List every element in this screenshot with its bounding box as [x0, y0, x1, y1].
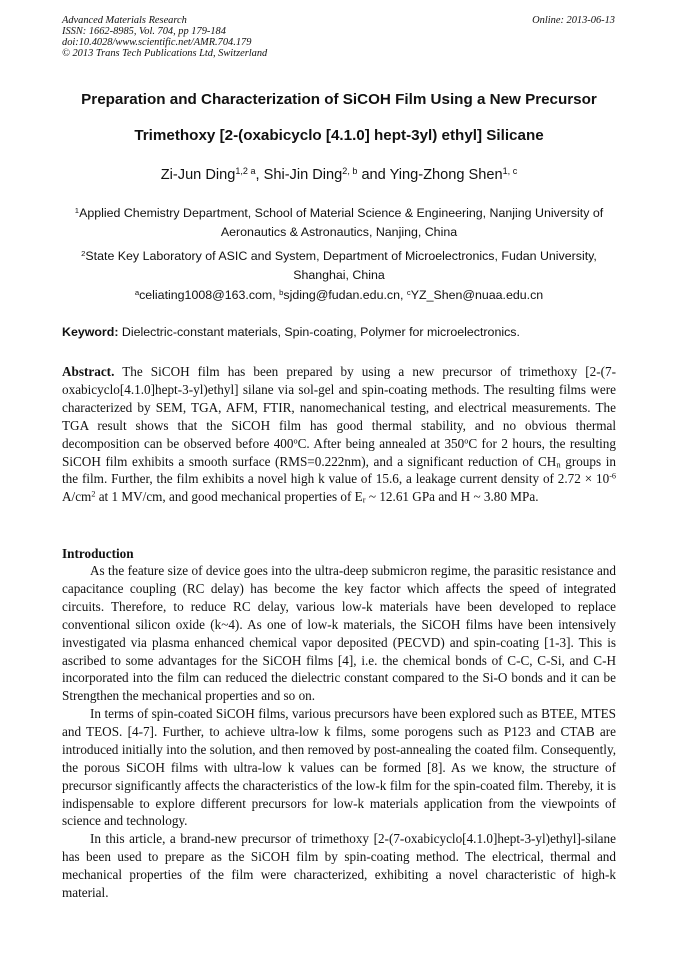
author-2: Shi-Jin Ding	[263, 167, 343, 183]
affiliation-1-text: Applied Chemistry Department, School of Material Science & Engineering, Nanjing University of Aeronautics & Astronautics, Nanjing, China	[79, 206, 604, 239]
paper-title-line-1: Preparation and Characterization of SiCOH Film Using a New Precursor	[81, 91, 597, 108]
email-list	[62, 288, 616, 302]
affiliation-1-marker: 1	[74, 205, 80, 215]
abstract-text: A/cm	[62, 489, 92, 505]
paragraph-text: In this article, a brand-new precursor of trimethoxy [2-(7-oxabicyclo[4.1.0]hept-3-yl)ethyl]-silane has been used to prepare as the SiCOH film by spin-coating method. The electrical, thermal and mechanical properties of the film were characterized, exhibiting a novel characteristic of high-k material.	[62, 831, 616, 900]
email-c-marker: c	[406, 287, 411, 297]
abstract-text: groups in the film. Further, the film exhibits a novel high k value of 15.6, a leakage current density of 2.72 × 10	[62, 453, 616, 487]
intro-paragraph-1	[62, 562, 616, 705]
email-b-marker: b	[279, 287, 284, 297]
abstract-text: C for 2 hours, the resulting SiCOH film exhibits a smooth surface (RMS=0.222nm), and a significant reduction of CH	[62, 435, 616, 469]
journal-header	[62, 15, 267, 59]
issn-line: ISSN: 1662-8985, Vol. 704, pp 179-184	[62, 26, 226, 37]
subscript-r: r	[362, 495, 366, 506]
email-a[interactable]: celiating1008@163.com,	[139, 288, 280, 302]
keywords	[62, 325, 616, 339]
author-3-affil: 1, c	[502, 166, 518, 177]
affiliation-1	[62, 204, 616, 242]
paragraph-text: In terms of spin-coated SiCOH films, various precursors have been explored such as BTEE, MTES and TEOS. [4-7]. Further, to achieve ultra-low k films, some porogens such as P123 and CTAB are introduced initially into the solution, and then removed by post-annealing the coated film. Consequently, the porous SiCOH films with ultra-low k values can be formed [8]. As we know, the structure of precursor significantly affects the characteristics of the low-k film for the spin-coated film. Thereby, it is indispensable to explore different precursors for low-k materials application from the viewpoints of science and technology.	[62, 706, 616, 829]
affiliation-2-marker: 2	[81, 248, 86, 258]
email-c[interactable]: YZ_Shen@nuaa.edu.cn	[410, 288, 544, 302]
affiliation-2-text: State Key Laboratory of ASIC and System, Department of Microelectronics, Fudan University, Shanghai, China	[85, 249, 597, 282]
abstract-text: at 1 MV/cm, and good mechanical properties of E	[95, 489, 363, 505]
intro-paragraph-2	[62, 705, 616, 830]
author-3: Ying-Zhong Shen	[389, 167, 503, 183]
exponent: 2	[91, 489, 96, 499]
intro-paragraph-3	[62, 830, 616, 902]
author-separator: and	[357, 167, 390, 183]
paragraph-text: As the feature size of device goes into the ultra-deep submicron regime, the parasitic resistance and capacitance coupling (RC delay) has become the key factor which affects the speed of integrated circuits. Therefore, to reduce RC delay, various low-k materials have been developed to replace conventional silicon oxide (k~4). As one of low-k materials, the SiCOH films have been intensively investigated via plasma enhanced chemical vapor deposited (PECVD) and spin-coating [1-3]. This is ascribed to some advantages for the SiCOH films [4], i.e. the chemical bonds of C-C, C-Si, and C-H incorporated into the film can reduced the dielectric constant compared to the Si-O bonds and it can be Strengthen the mechanical properties and so on.	[62, 563, 616, 704]
section-heading-introduction: Introduction	[62, 546, 134, 561]
author-2-affil: 2, b	[342, 166, 358, 177]
online-date: Online: 2013-06-13	[532, 15, 615, 26]
exponent: -6	[609, 471, 616, 481]
email-a-marker: a	[134, 287, 140, 297]
email-b[interactable]: sjding@fudan.edu.cn,	[283, 288, 407, 302]
degree-mark: o	[464, 436, 469, 446]
copyright-line: © 2013 Trans Tech Publications Ltd, Switzerland	[62, 48, 268, 59]
paper-title-line-2: Trimethoxy [2-(oxabicyclo [4.1.0] hept-3yl) ethyl] Silicane	[134, 127, 544, 144]
abstract-text: ~ 12.61 GPa and H ~ 3.80 MPa.	[365, 489, 539, 505]
degree-mark: o	[293, 436, 298, 446]
author-1-affil: 1,2 a	[235, 166, 256, 177]
affiliation-2	[62, 247, 616, 285]
keyword-label: Keyword:	[62, 325, 119, 339]
author-separator: ,	[255, 167, 264, 183]
journal-name: Advanced Materials Research	[62, 15, 187, 26]
doi-line: doi:10.4028/www.scientific.net/AMR.704.179	[62, 37, 252, 48]
abstract-text: C. After being annealed at 350	[297, 435, 465, 451]
abstract	[62, 363, 616, 506]
author-1: Zi-Jun Ding	[160, 167, 236, 183]
author-list	[40, 167, 638, 183]
abstract-label: Abstract.	[62, 364, 115, 379]
abstract-text: The SiCOH film has been prepared by using a new precursor of trimethoxy [2-(7-oxabicyclo[4.1.0]hept-3-yl)ethyl] silane via sol-gel and spin-coating methods. The resulting films were characterized by SEM, TGA, AFM, FTIR, nanomechanical testing, and electrical measurements. The TGA result shows that the SiCOH film has good thermal stability, and no obvious thermal decomposition can be observed before 400	[62, 364, 616, 451]
keyword-text: Dielectric-constant materials, Spin-coating, Polymer for microelectronics.	[118, 325, 520, 339]
subscript-n: n	[556, 459, 561, 470]
